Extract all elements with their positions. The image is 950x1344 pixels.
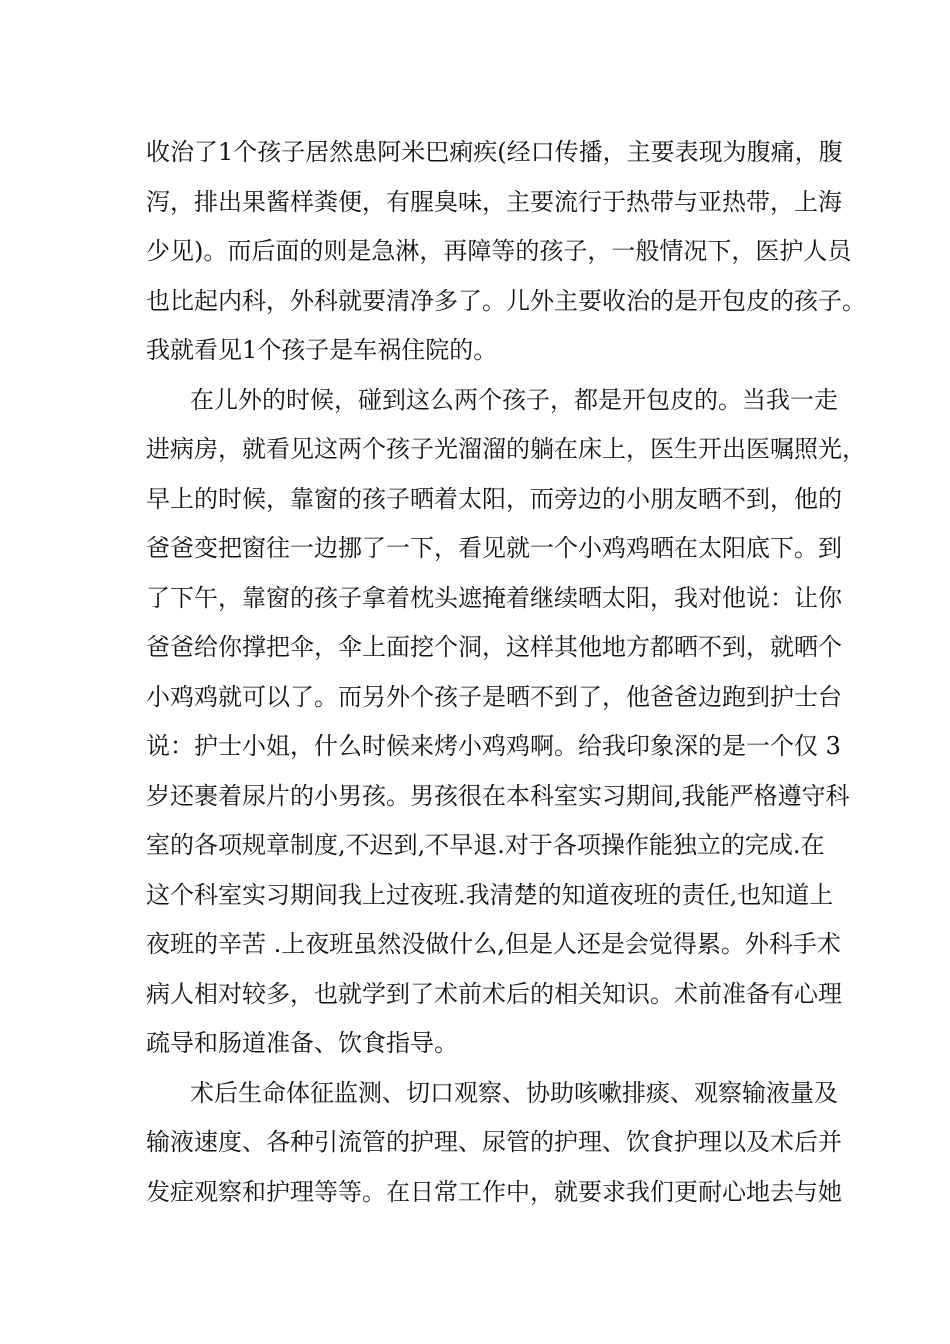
text-line: 收治了1个孩子居然患阿米巴痢疾(经口传播，主要表现为腹痛，腹: [146, 138, 843, 166]
text-line: 疏导和肠道准备、饮食指导。: [146, 1029, 458, 1057]
text-line: 夜班的辛苦 .上夜班虽然没做什么,但是人还是会觉得累。外科手术: [146, 930, 841, 958]
text-line: 输液速度、各种引流管的护理、尿管的护理、饮食护理以及术后并: [146, 1128, 842, 1156]
body-text: [146, 128, 866, 1217]
text-line: 室的各项规章制度,不迟到,不早退.对于各项操作能独立的完成.在: [146, 831, 825, 859]
text-line: 了下午，靠窗的孩子拿着枕头遮掩着继续晒太阳，我对他说：让你: [146, 583, 842, 612]
text-line: 泻，排出果酱样粪便，有腥臭味，主要流行于热带与亚热带，上海: [146, 187, 842, 216]
text-line: 岁还裹着尿片的小男孩。男孩很在本科室实习期间,我能严格遵守科: [146, 781, 850, 810]
text-line: 进病房，就看见这两个孩子光溜溜的躺在床上，医生开出医嘱照光，: [146, 435, 866, 463]
text-line: 在儿外的时候，碰到这么两个孩子，都是开包皮的。当我一走: [190, 385, 838, 414]
text-line: 小鸡鸡就可以了。而另外个孩子是晒不到了，他爸爸边跑到护士台: [146, 682, 842, 711]
text-line: 少见)。而后面的则是急淋，再障等的孩子，一般情况下，医护人员: [146, 237, 852, 265]
text-line: 说：护士小姐，什么时候来烤小鸡鸡啊。给我印象深的是一个仅 3: [146, 732, 841, 760]
text-line: 爸爸给你撑把伞，伞上面挖个洞，这样其他地方都晒不到，就晒个: [146, 633, 842, 661]
text-line: 病人相对较多，也就学到了术前术后的相关知识。术前准备有心理: [146, 979, 842, 1008]
text-line: 也比起内科，外科就要清净多了。儿外主要收治的是开包皮的孩子。: [146, 286, 866, 315]
text-line: 术后生命体征监测、切口观察、协助咳嗽排痰、观察输液量及: [190, 1078, 838, 1107]
text-line: 这个科室实习期间我上过夜班.我清楚的知道夜班的责任,也知道上: [146, 880, 834, 909]
text-line: 发症观察和护理等等。在日常工作中，就要求我们更耐心地去与她: [146, 1177, 842, 1206]
text-line: 我就看见1个孩子是车祸住院的。: [146, 336, 498, 364]
text-line: 爸爸变把窗往一边挪了一下，看见就一个小鸡鸡晒在太阳底下。到: [146, 534, 842, 562]
text-line: 早上的时候，靠窗的孩子晒着太阳，而旁边的小朋友晒不到，他的: [146, 484, 842, 513]
